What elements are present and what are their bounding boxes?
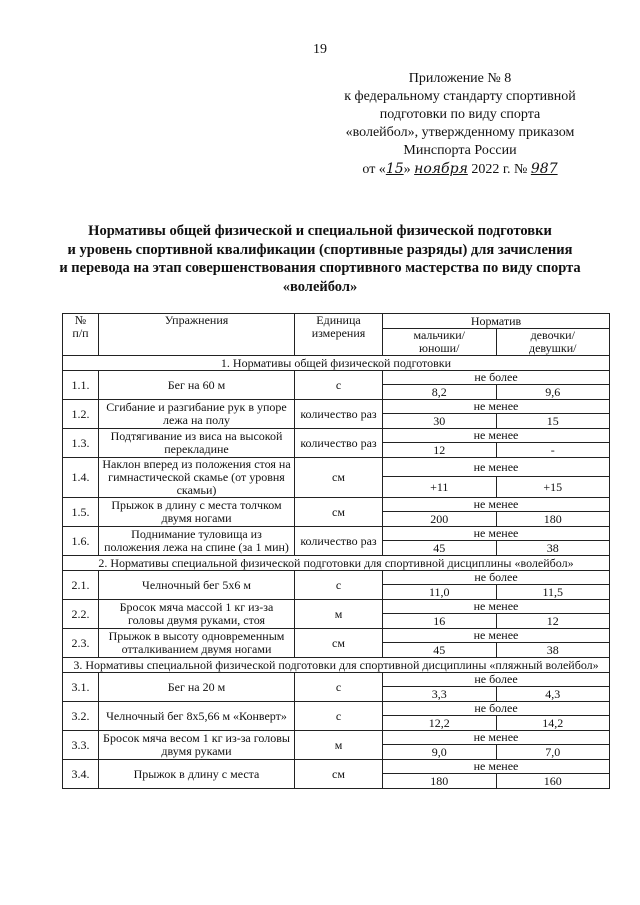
appendix-line: Приложение № 8	[408, 71, 512, 86]
title-line: и перевода на этап совершенствования спортивного мастерства по виду спорта	[59, 260, 581, 276]
table-row	[63, 629, 610, 643]
row-value-girls: 38	[496, 643, 610, 658]
order-year: 2022 г. №	[467, 162, 531, 177]
row-qualifier: не более	[383, 702, 610, 716]
row-qualifier: не более	[383, 673, 610, 687]
title-line: Нормативы общей физической и специальной физической подготовки	[88, 223, 552, 239]
row-unit: с	[295, 571, 383, 600]
header-unit: Единица измерения	[295, 314, 383, 356]
row-value-boys: 9,0	[383, 745, 497, 760]
row-value-boys: 45	[383, 541, 497, 556]
row-qualifier: не более	[383, 571, 610, 585]
header-norm: Норматив	[383, 314, 610, 329]
row-number: 1.2.	[63, 400, 99, 429]
header-girls: девочки/ девушки/	[496, 329, 610, 356]
row-value-boys: 8,2	[383, 385, 497, 400]
header-exercise: Упражнения	[99, 314, 295, 356]
row-value-boys: 180	[383, 774, 497, 789]
row-number: 1.4.	[63, 458, 99, 498]
row-qualifier: не менее	[383, 600, 610, 614]
row-qualifier: не менее	[383, 629, 610, 643]
appendix-line: к федеральному стандарту спортивной	[344, 89, 576, 104]
row-value-girls: 14,2	[496, 716, 610, 731]
table-row	[63, 673, 610, 687]
row-value-boys: 200	[383, 512, 497, 527]
row-exercise: Бег на 60 м	[99, 371, 295, 400]
table-row	[63, 429, 610, 443]
row-qualifier: не менее	[383, 429, 610, 443]
order-number: 987	[530, 161, 558, 177]
row-number: 3.3.	[63, 731, 99, 760]
row-value-boys: 45	[383, 643, 497, 658]
row-value-girls: 15	[496, 414, 610, 429]
table-row	[63, 731, 610, 745]
row-exercise: Подтягивание из виса на высокой перекладине	[99, 429, 295, 458]
row-exercise: Бросок мяча весом 1 кг из-за головы двумя руками	[99, 731, 295, 760]
row-exercise: Прыжок в длину с места	[99, 760, 295, 789]
row-value-girls: 9,6	[496, 385, 610, 400]
order-day: 15	[385, 161, 404, 177]
row-qualifier: не менее	[383, 527, 610, 541]
row-unit: см	[295, 498, 383, 527]
row-exercise: Поднимание туловища из положения лежа на спине (за 1 мин)	[99, 527, 295, 556]
title-line: «волейбол»	[282, 278, 358, 295]
appendix-line: «волейбол», утвержденному приказом	[345, 125, 575, 140]
page-number: 19	[313, 42, 327, 57]
row-value-boys: 30	[383, 414, 497, 429]
appendix-line: подготовки по виду спорта	[379, 107, 541, 122]
table-row	[63, 600, 610, 614]
section-title: 2. Нормативы специальной физической подготовки для спортивной дисциплины «волейбол»	[63, 556, 610, 571]
order-month: ноября	[414, 161, 468, 177]
row-unit: количество раз	[295, 429, 383, 458]
order-line	[300, 160, 620, 179]
row-value-girls: 180	[496, 512, 610, 527]
table-row	[63, 498, 610, 512]
table-row	[63, 400, 610, 414]
table-row	[63, 527, 610, 541]
row-value-girls: 12	[496, 614, 610, 629]
order-mid: »	[403, 162, 415, 177]
row-qualifier: не менее	[383, 400, 610, 414]
order-prefix: от «	[362, 162, 386, 177]
row-number: 1.5.	[63, 498, 99, 527]
row-number: 2.3.	[63, 629, 99, 658]
section-title: 1. Нормативы общей физической подготовки	[63, 356, 610, 371]
row-value-girls: 38	[496, 541, 610, 556]
row-exercise: Челночный бег 8х5,66 м «Конверт»	[99, 702, 295, 731]
row-exercise: Бег на 20 м	[99, 673, 295, 702]
document-title	[40, 222, 600, 296]
row-value-boys: 12	[383, 443, 497, 458]
row-value-girls: -	[496, 443, 610, 458]
row-number: 1.6.	[63, 527, 99, 556]
row-value-girls: 4,3	[496, 687, 610, 702]
header-num: № п/п	[63, 314, 99, 356]
row-value-boys: 16	[383, 614, 497, 629]
row-unit: количество раз	[295, 527, 383, 556]
table-row	[63, 760, 610, 774]
row-value-boys: 12,2	[383, 716, 497, 731]
row-number: 1.1.	[63, 371, 99, 400]
row-qualifier: не менее	[383, 458, 610, 477]
row-value-girls: 7,0	[496, 745, 610, 760]
row-qualifier: не более	[383, 371, 610, 385]
header-boys: мальчики/ юноши/	[383, 329, 497, 356]
row-unit: с	[295, 371, 383, 400]
row-value-boys: 3,3	[383, 687, 497, 702]
row-number: 3.4.	[63, 760, 99, 789]
row-exercise: Челночный бег 5х6 м	[99, 571, 295, 600]
row-exercise: Прыжок в длину с места толчком двумя ногами	[99, 498, 295, 527]
row-unit: см	[295, 760, 383, 789]
table-row	[63, 458, 610, 477]
table-row	[63, 702, 610, 716]
row-qualifier: не менее	[383, 760, 610, 774]
row-unit: см	[295, 629, 383, 658]
row-value-boys: 11,0	[383, 585, 497, 600]
section-row	[63, 658, 610, 673]
row-value-girls: +15	[496, 477, 610, 498]
row-number: 3.1.	[63, 673, 99, 702]
title-line: и уровень спортивной квалификации (спортивные разряды) для зачисления	[67, 241, 573, 258]
row-value-girls: 160	[496, 774, 610, 789]
section-row	[63, 556, 610, 571]
row-qualifier: не менее	[383, 498, 610, 512]
row-unit: см	[295, 458, 383, 498]
row-unit: количество раз	[295, 400, 383, 429]
row-exercise: Сгибание и разгибание рук в упоре лежа на полу	[99, 400, 295, 429]
table-row	[63, 571, 610, 585]
row-number: 1.3.	[63, 429, 99, 458]
row-exercise: Наклон вперед из положения стоя на гимнастической скамье (от уровня скамьи)	[99, 458, 295, 498]
table-row	[63, 371, 610, 385]
section-title: 3. Нормативы специальной физической подготовки для спортивной дисциплины «пляжный волейбол»	[63, 658, 610, 673]
row-exercise: Бросок мяча массой 1 кг из-за головы двумя руками, стоя	[99, 600, 295, 629]
row-value-boys: +11	[383, 477, 497, 498]
section-row	[63, 356, 610, 371]
appendix-line: Минспорта России	[403, 143, 517, 158]
row-number: 3.2.	[63, 702, 99, 731]
row-exercise: Прыжок в высоту одновременным отталкиванием двумя ногами	[99, 629, 295, 658]
row-unit: с	[295, 702, 383, 731]
row-number: 2.2.	[63, 600, 99, 629]
norms-table	[62, 313, 610, 789]
row-number: 2.1.	[63, 571, 99, 600]
row-value-girls: 11,5	[496, 585, 610, 600]
row-unit: м	[295, 731, 383, 760]
row-unit: с	[295, 673, 383, 702]
row-unit: м	[295, 600, 383, 629]
row-qualifier: не менее	[383, 731, 610, 745]
appendix-block	[300, 70, 620, 179]
